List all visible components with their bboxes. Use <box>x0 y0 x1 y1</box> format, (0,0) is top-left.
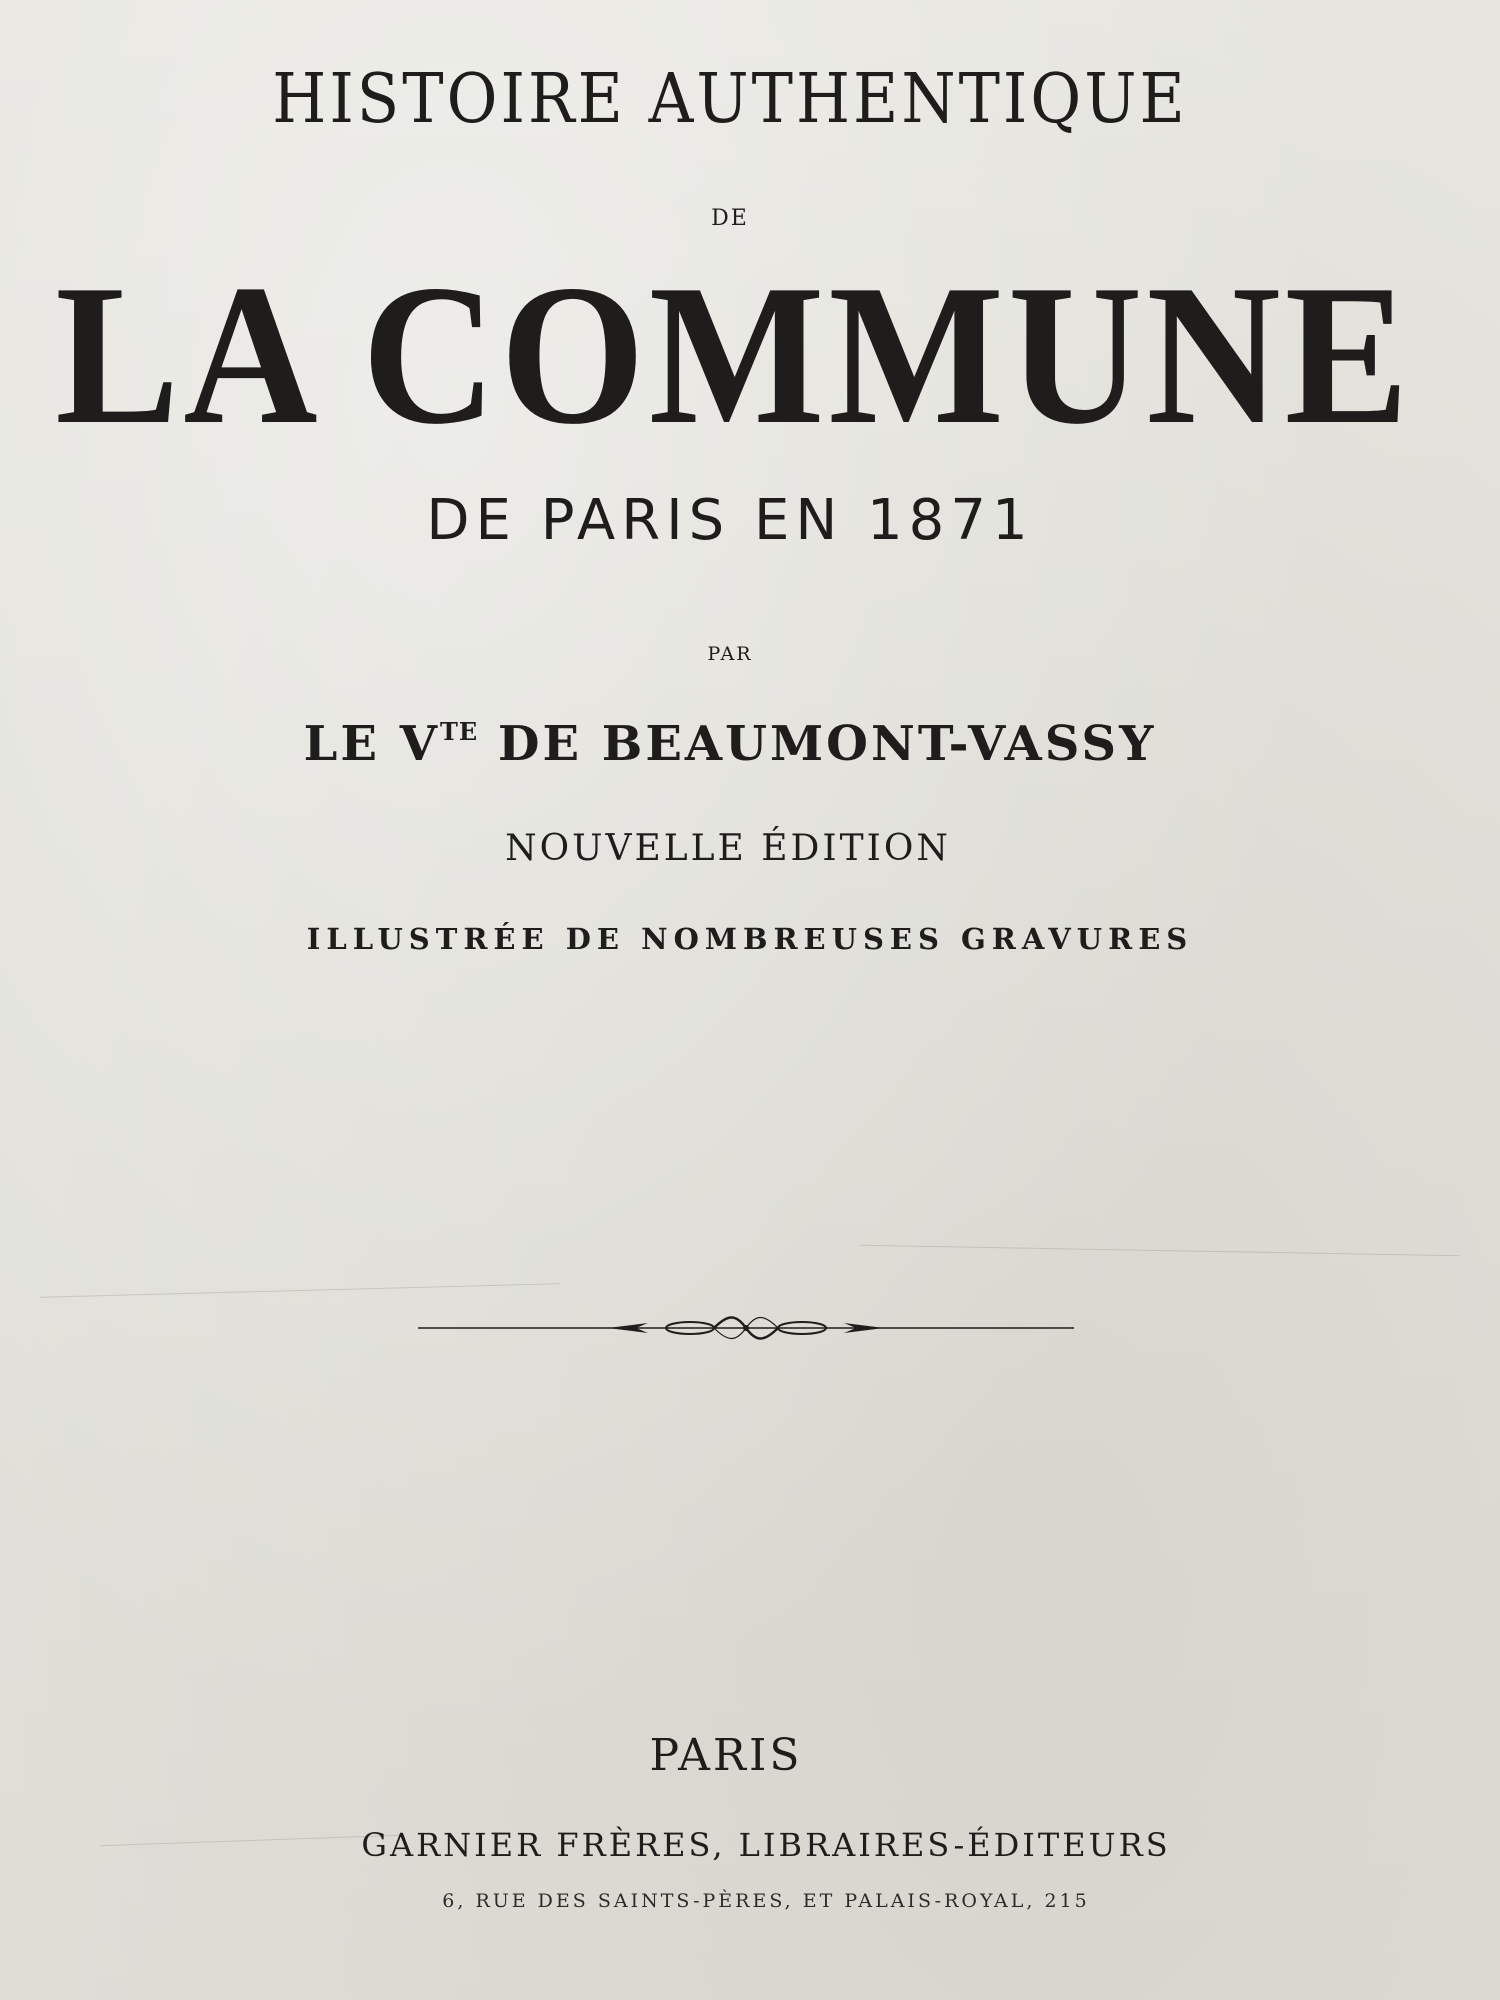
imprint-publisher: GARNIER FRÈRES, LIBRAIRES-ÉDITEURS <box>361 1826 1171 1864</box>
ornament-divider <box>418 1300 1074 1356</box>
imprint-address: 6, RUE DES SAINTS-PÈRES, ET PALAIS-ROYAL, 215 <box>442 1890 1090 1912</box>
author-superscript: TE <box>439 717 479 746</box>
paper-crease <box>860 1245 1460 1256</box>
author-name: DE BEAUMONT-VASSY <box>497 716 1157 772</box>
edition: NOUVELLE ÉDITION <box>505 828 951 869</box>
title-line-de: DE <box>711 206 749 231</box>
imprint-city: PARIS <box>649 1730 803 1781</box>
author-prefix: LE V <box>303 716 440 772</box>
by-line: PAR <box>707 643 753 665</box>
subtitle: DE PARIS EN 1871 <box>426 488 1034 553</box>
title-line-histoire: HISTOIRE AUTHENTIQUE <box>272 58 1188 139</box>
paper-crease <box>40 1283 560 1298</box>
main-title: LA COMMUNE <box>55 243 1413 467</box>
author <box>0 716 1480 772</box>
illustrated-note: ILLUSTRÉE DE NOMBREUSES GRAVURES <box>306 922 1194 956</box>
